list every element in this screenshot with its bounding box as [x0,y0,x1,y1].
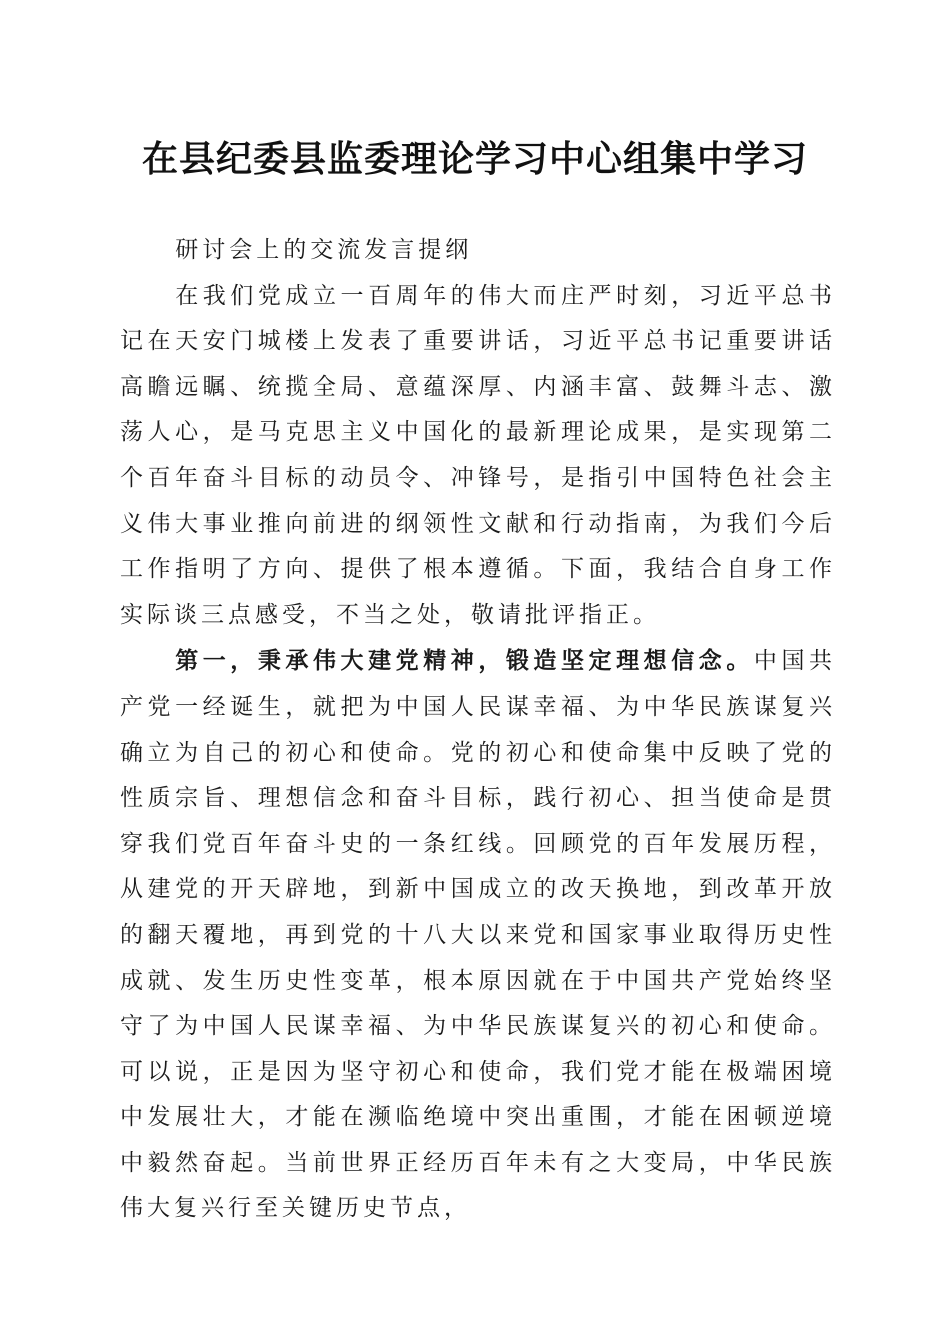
document-subtitle: 研讨会上的交流发言提纲 [175,237,473,263]
document-body [120,228,836,1232]
section-1-lead: 第一，秉承伟大建党精神，锻造坚定理想信念。 [175,647,754,675]
paragraph-intro: 在我们党成立一百周年的伟大而庄严时刻，习近平总书记在天安门城楼上发表了重要讲话，习近平总书记重要讲话高瞻远瞩、统揽全局、意蕴深厚、内涵丰富、鼓舞斗志、激荡人心，是马克思主义中国化的最新理论成果，是实现第二个百年奋斗目标的动员令、冲锋号，是指引中国特色社会主义伟大事业推向前进的纲领性文献和行动指南，为我们今后工作指明了方向、提供了根本遵循。下面，我结合自身工作实际谈三点感受，不当之处，敬请批评指正。 [120,282,836,628]
section-1-text: 中国共产党一经诞生，就把为中国人民谋幸福、为中华民族谋复兴确立为自己的初心和使命。党的初心和使命集中反映了党的性质宗旨、理想信念和奋斗目标，践行初心、担当使命是贯穿我们党百年奋斗史的一条红线。回顾党的百年发展历程，从建党的开天辟地，到新中国成立的改天换地，到改革开放的翻天覆地，再到党的十八大以来党和国家事业取得历史性成就、发生历史性变革，根本原因就在于中国共产党始终坚守了为中国人民谋幸福、为中华民族谋复兴的初心和使命。可以说，正是因为坚守初心和使命，我们党才能在极端困境中发展壮大，才能在濒临绝境中突出重围，才能在困顿逆境中毅然奋起。当前世界正经历百年未有之大变局，中华民族伟大复兴行至关键历史节点， [120,648,837,1222]
paragraph-section-1 [120,638,836,1232]
document-title: 在县纪委县监委理论学习中心组集中学习 [141,138,808,180]
